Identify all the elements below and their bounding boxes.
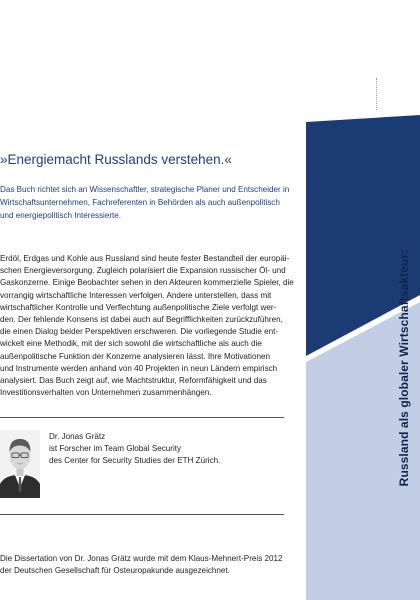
body-line: Gaskonzerne. Einige Beobachter sehen in den Akteuren kommerzielle Spieler, die [0, 278, 294, 288]
body-line: analysiert. Das Buch zeigt auf, wie Machtstruktur, Reformfähigkeit und das [0, 376, 267, 386]
divider-bottom [0, 514, 284, 515]
divider-top [0, 417, 284, 418]
author-bio [49, 431, 269, 468]
lead-paragraph [0, 183, 296, 222]
award-line: der Deutschen Gesellschaft für Osteuropakunde ausgezeichnet. [0, 566, 230, 576]
lead-line: Wirtschaftsunternehmen, Fachreferenten in Behörden als auch außenpolitisch [0, 198, 280, 207]
body-line: den. Der fehlende Konsens ist dabei auch auf Begrifflichkeiten zurückzuführen, [0, 315, 283, 325]
author-name: Dr. Jonas Grätz [49, 432, 106, 441]
author-bio-line: ist Forscher im Team Global Security [49, 444, 182, 454]
body-line: wirtschaftlicher Kontrolle und Verflechtung außenpolitische Ziele verfolgt wer- [0, 302, 277, 312]
lead-line: und energiepolitisch Interessierte. [0, 211, 122, 220]
lead-line: Das Buch richtet sich an Wissenschaftler, strategische Planer und Entscheider in [0, 185, 290, 194]
author-photo [0, 430, 40, 498]
body-line: wickelt eine Methodik, mit der sich sowohl die wirtschaftliche als auch die [0, 339, 262, 349]
body-line: und Instrumente werden anhand von 40 Projekten in neun Ländern empirisch [0, 363, 278, 373]
spine-title: Russland als globaler Wirtschaftsakteur: [397, 249, 411, 487]
body-line: die einen Dialog beider Perspektiven erschweren. Die vorliegende Studie ent- [0, 327, 279, 337]
body-line: vorrangig wirtschaftliche Interessen verfolgen. Andere unterstellen, dass mit [0, 290, 272, 300]
award-line: Die Dissertation von Dr. Jonas Grätz wurde mit dem Klaus-Mehnert-Preis 2012 [0, 554, 283, 563]
body-line: Investitionsverhalten von Unternehmen zusammenhängen. [0, 388, 212, 398]
headline: »Energiemacht Russlands verstehen.« [0, 152, 232, 167]
body-line: außenpolitische Funktion der Konzerne analysieren lässt. Ihre Motivationen [0, 351, 270, 361]
body-paragraph [0, 253, 300, 399]
author-bio-line: des Center for Security Studies der ETH Zürich. [49, 456, 221, 466]
body-line: schen Energieversorgung. Zugleich polarisiert die Expansion russischer Öl- und [0, 266, 286, 276]
body-line: Erdöl, Erdgas und Kohle aus Russland sind heute fester Bestandteil der europäi- [0, 254, 290, 263]
award-note [0, 553, 296, 577]
dotted-guide-line [376, 78, 377, 110]
